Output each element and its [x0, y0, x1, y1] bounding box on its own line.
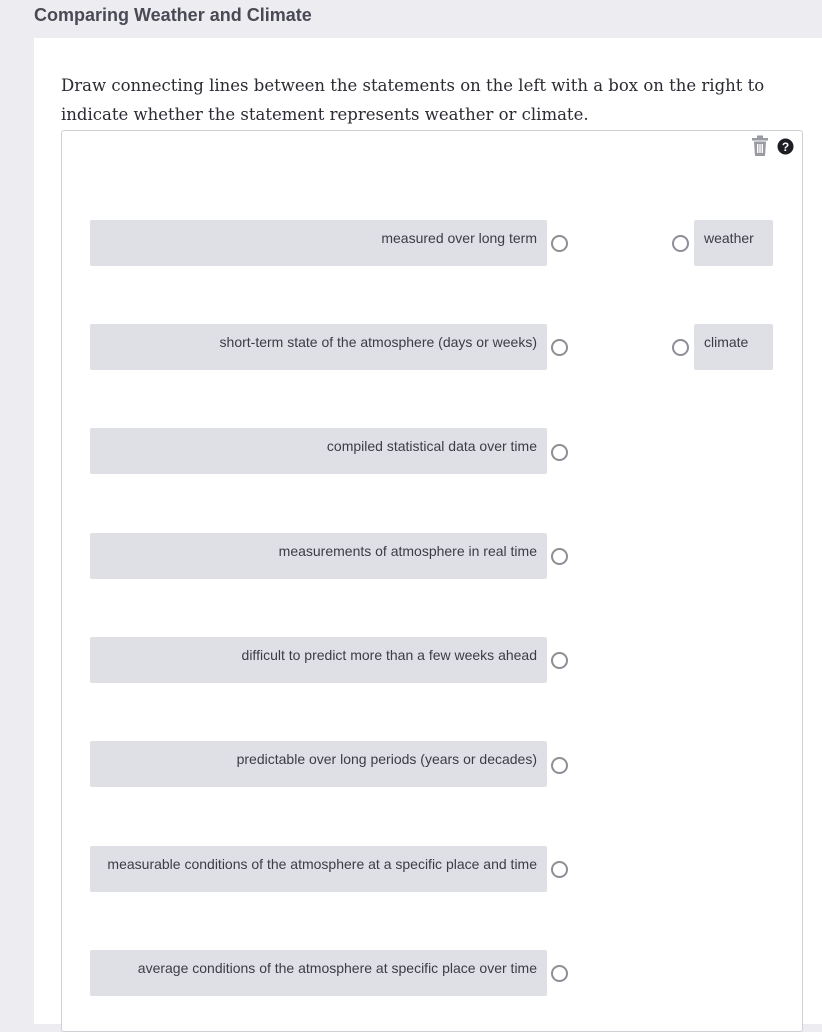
statement-connector-handle[interactable]: [551, 444, 568, 461]
statement-connector-handle[interactable]: [551, 548, 568, 565]
statement-box[interactable]: measurable conditions of the atmosphere at a specific place and time: [90, 846, 547, 892]
page-title: Comparing Weather and Climate: [34, 5, 312, 25]
statement-connector-handle[interactable]: [551, 235, 568, 252]
statement-box[interactable]: predictable over long periods (years or decades): [90, 741, 547, 787]
statement-box[interactable]: short-term state of the atmosphere (days or weeks): [90, 324, 547, 370]
help-icon[interactable]: [777, 138, 794, 160]
svg-text:?: ?: [781, 139, 790, 154]
statement-box[interactable]: measurements of atmosphere in real time: [90, 533, 547, 579]
work-area-toolbar: [751, 135, 794, 162]
statement-connector-handle[interactable]: [551, 861, 568, 878]
statement-box[interactable]: average conditions of the atmosphere at specific place over time: [90, 950, 547, 996]
target-connector-handle[interactable]: [672, 235, 689, 252]
trash-icon[interactable]: [751, 135, 769, 162]
target-connector-handle[interactable]: [672, 339, 689, 356]
question-instructions: Draw connecting lines between the statements on the left with a box on the right to indicate whether the statement represents weather or climate.: [61, 76, 765, 124]
statement-box[interactable]: measured over long term: [90, 220, 547, 266]
statement-box[interactable]: compiled statistical data over time: [90, 428, 547, 474]
statement-box[interactable]: difficult to predict more than a few weeks ahead: [90, 637, 547, 683]
statement-connector-handle[interactable]: [551, 757, 568, 774]
question-panel: [34, 38, 822, 1024]
statement-connector-handle[interactable]: [551, 339, 568, 356]
statement-connector-handle[interactable]: [551, 652, 568, 669]
target-box-weather[interactable]: weather: [694, 220, 773, 266]
matching-work-area[interactable]: [61, 130, 803, 1032]
statement-connector-handle[interactable]: [551, 965, 568, 982]
target-box-climate[interactable]: climate: [694, 324, 773, 370]
